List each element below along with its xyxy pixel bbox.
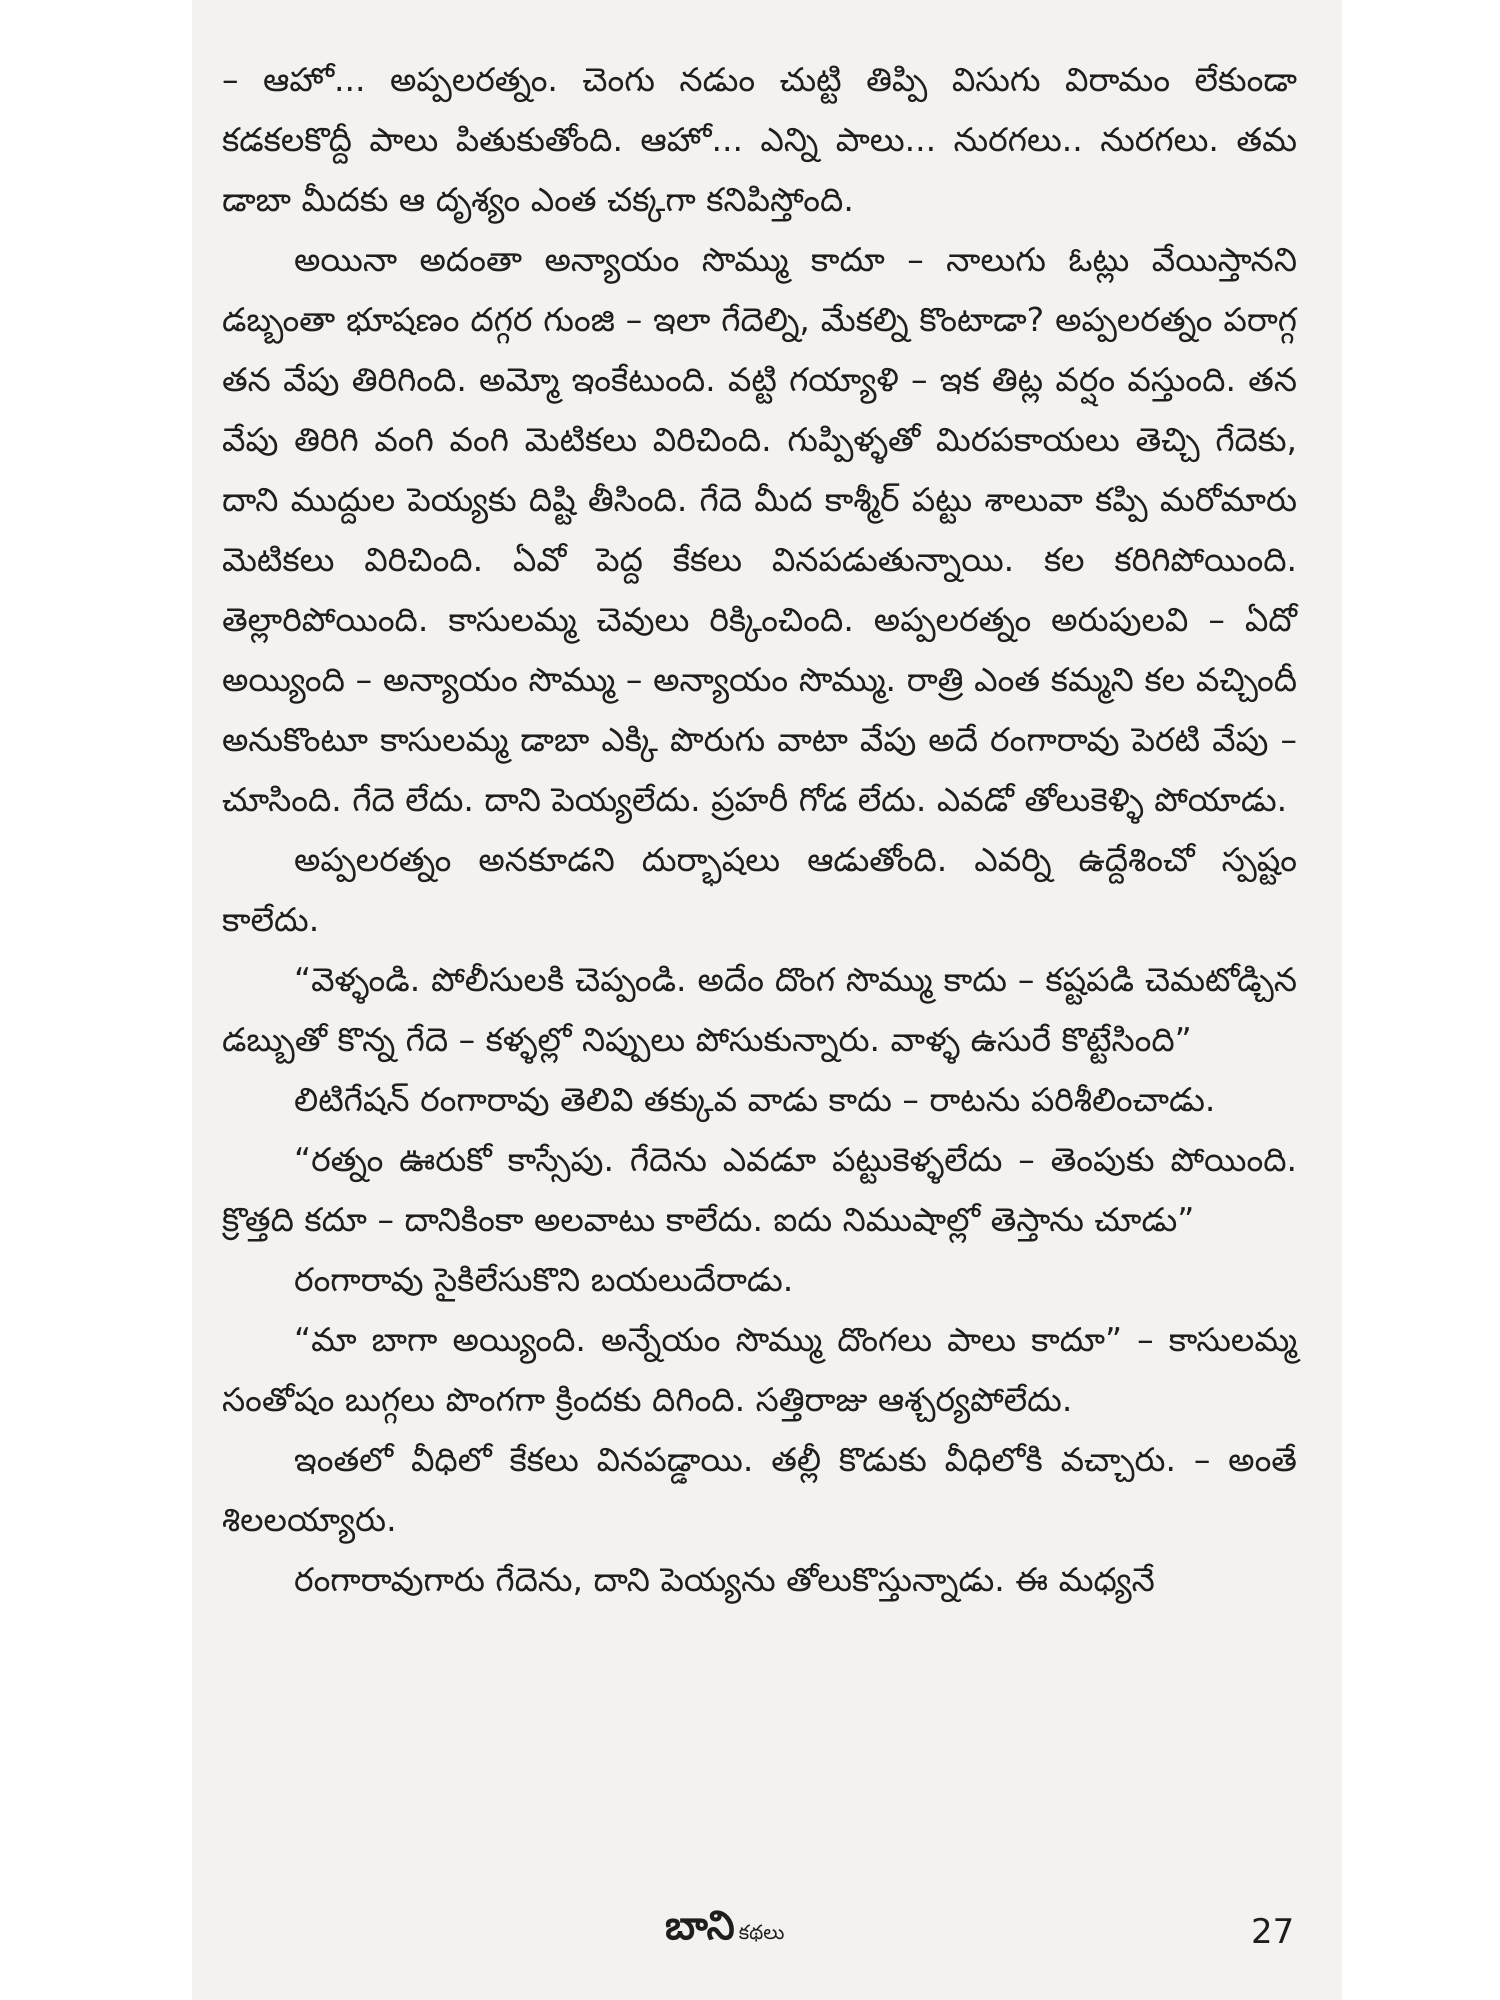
- body-text: [222, 50, 1297, 1610]
- paragraph: రంగారావుగారు గేదెను, దాని పెయ్యను తోలుకొస్తున్నాడు. ఈ మధ్యనే: [294, 1560, 1155, 1599]
- book-logo-title: బాని: [665, 1902, 735, 1949]
- book-logo: [665, 1902, 784, 1959]
- book-logo-subtitle: కథలు: [738, 1920, 785, 1944]
- paragraph: “మా బాగా అయ్యింది. అన్నేయం సొమ్ము దొంగలు పాలు కాదూ” – కాసులమ్మ సంతోషం బుగ్గలు పొంగగా క్రిందకు దిగింది. సత్తిరాజు ఆశ్చర్యపోలేదు.: [222, 1320, 1297, 1419]
- paragraph: అయినా అదంతా అన్యాయం సొమ్ము కాదూ – నాలుగు ఓట్లు వేయిస్తానని డబ్బంతా భూషణం దగ్గర గుంజి – ఇలా గేదెల్ని, మేకల్ని కొంటాడా? అప్పలరత్నం పరాగ్గ తన వేపు తిరిగింది. అమ్మో ఇంకేటుంది. వట్టి గయ్యాళి – ఇక తిట్ల వర్షం వస్తుంది. తన వేపు తిరిగి వంగి వంగి మెటికలు విరిచింది. గుప్పిళ్ళతో మిరపకాయలు తెచ్చి గేదెకు, దాని ముద్దుల పెయ్యకు దిష్టి తీసింది. గేదె మీద కాశ్మీర్ పట్టు శాలువా కప్పి మరోమారు మెటికలు విరిచింది. ఏవో పెద్ద కేకలు వినపడుతున్నాయి. కల కరిగిపోయింది. తెల్లారిపోయింది. కాసులమ్మ చెవులు రిక్కించింది. అప్పలరత్నం అరుపులవి – ఏదో అయ్యింది – అన్యాయం సొమ్ము – అన్యాయం సొమ్ము. రాత్రి ఎంత కమ్మని కల వచ్చిందీ అనుకొంటూ కాసులమ్మ డాబా ఎక్కి పొరుగు వాటా వేపు అదే రంగారావు పెరటి వేపు – చూసింది. గేదె లేదు. దాని పెయ్యలేదు. ప్రహరీ గోడ లేదు. ఎవడో తోలుకెళ్ళి పోయాడు.: [222, 240, 1297, 819]
- paragraph: “రత్నం ఊరుకో కాస్సేపు. గేదెను ఎవడూ పట్టుకెళ్ళలేదు – తెంపుకు పోయింది. క్రొత్తది కదూ – దానికింకా అలవాటు కాలేదు. ఐదు నిముషాల్లో తెస్తాను చూడు”: [222, 1140, 1297, 1239]
- paragraph: అప్పలరత్నం అనకూడని దుర్భాషలు ఆడుతోంది. ఎవర్ని ఉద్దేశించో స్పష్టం కాలేదు.: [222, 840, 1297, 939]
- paragraph: ఇంతలో వీధిలో కేకలు వినపడ్డాయి. తల్లీ కొడుకు వీధిలోకి వచ్చారు. – అంతే శిలలయ్యారు.: [222, 1440, 1297, 1539]
- paragraph: లిటిగేషన్ రంగారావు తెలివి తక్కువ వాడు కాదు – రాటను పరిశీలించాడు.: [294, 1080, 1216, 1119]
- paragraph: – ఆహో... అప్పలరత్నం. చెంగు నడుం చుట్టి తిప్పి విసుగు విరామం లేకుండా కడకలకొద్దీ పాలు పితుకుతోంది. ఆహో... ఎన్ని పాలు... నురగలు.. నురగలు. తమ డాబా మీదకు ఆ దృశ్యం ఎంత చక్కగా కనిపిస్తోంది.: [222, 60, 1297, 219]
- paragraph: రంగారావు సైకిలేసుకొని బయలుదేరాడు.: [294, 1260, 794, 1299]
- page-number: 27: [1251, 1912, 1295, 1952]
- paragraph: “వెళ్ళండి. పోలీసులకి చెప్పండి. అదేం దొంగ సొమ్ము కాదు – కష్టపడి చెమటోడ్చిన డబ్బుతో కొన్న గేదె – కళ్ళల్లో నిప్పులు పోసుకున్నారు. వాళ్ళ ఉసురే కొట్టేసింది”: [222, 960, 1297, 1059]
